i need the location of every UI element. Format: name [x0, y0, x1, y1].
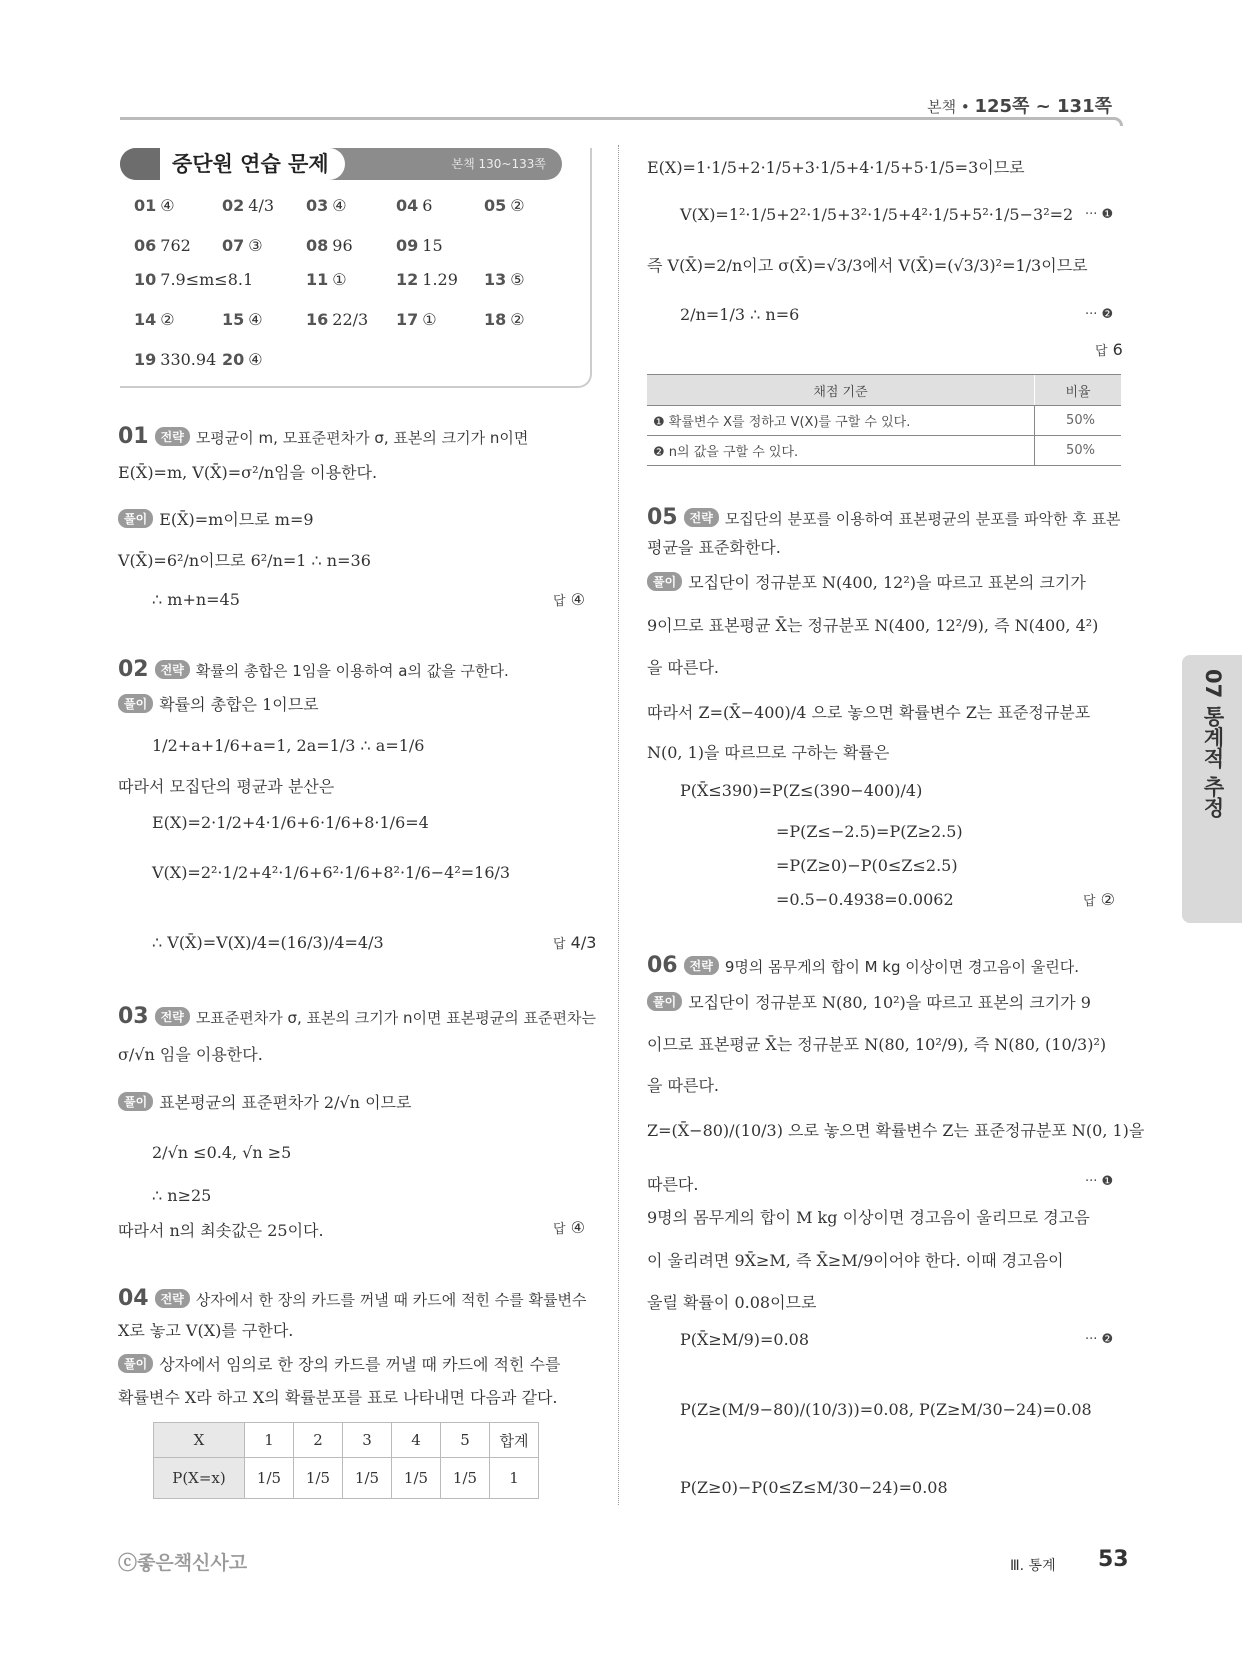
- answer-number: 07: [222, 236, 245, 255]
- answer-item: [306, 236, 353, 255]
- answer-value: ②: [510, 310, 525, 329]
- problem-03-line-1: 풀이 표본평균의 표준편차가 2/√n 이므로: [118, 1090, 411, 1113]
- answer-item: [134, 196, 175, 215]
- answer-item: [222, 310, 263, 329]
- problem-03-line-3: ∴ n≥25: [152, 1186, 212, 1205]
- page-number: 53: [1098, 1547, 1129, 1572]
- answer-number: 05: [484, 196, 507, 215]
- problem-03-strategy: 03 전략 모표준편차가 σ, 표본의 크기가 n이면 표본평균의 표준편차는: [118, 1004, 596, 1029]
- section-title-bar: [120, 148, 562, 180]
- answer-item: [134, 236, 191, 255]
- answer-number: 19: [134, 350, 157, 369]
- table-cell: X: [154, 1423, 245, 1458]
- answer-number: 13: [484, 270, 507, 289]
- problem-06-line-7: 이 울리려면 9X̄≥M, 즉 X̄≥M/9이어야 한다. 이때 경고음이: [647, 1251, 1064, 1270]
- problem-01-answer: 답 ④: [553, 590, 585, 609]
- criteria-cell: ❶ 확률변수 X를 정하고 V(X)를 구할 수 있다.: [647, 406, 1035, 436]
- answer-value: 22/3: [332, 310, 369, 329]
- table-cell: 1: [490, 1458, 539, 1499]
- step-mark-1: ··· ❶: [1085, 207, 1114, 222]
- table-row: [647, 406, 1121, 436]
- answer-value: ②: [510, 196, 525, 215]
- answer-number: 04: [396, 196, 419, 215]
- answer-number: 02: [222, 196, 245, 215]
- answer-value: 762: [160, 236, 191, 255]
- table-cell: 1/5: [294, 1458, 343, 1499]
- answer-item: [134, 350, 216, 369]
- answer-value: 1.29: [422, 270, 458, 289]
- problem-06-line-4: Z=(X̄−80)/(10/3) 으로 놓으면 확률변수 Z는 표준정규분포 N(0, 1)을: [647, 1121, 1145, 1140]
- answer-value: 330.94: [160, 350, 217, 369]
- problem-02-line-1: 풀이 확률의 총합은 1이므로: [118, 692, 319, 715]
- problem-01-line-3: ∴ m+n=45: [152, 590, 240, 609]
- problem-06-line-6: 9명의 몸무게의 합이 M kg 이상이면 경고음이 울리므로 경고음: [647, 1208, 1090, 1227]
- problem-05-line-2: 9이므로 표본평균 X̄는 정규분포 N(400, 12²/9), 즉 N(400, 4²): [647, 616, 1099, 635]
- table-row: [154, 1458, 539, 1499]
- answer-item: [222, 196, 274, 215]
- problem-05-line-7: =P(Z≤−2.5)=P(Z≥2.5): [776, 822, 963, 841]
- answer-value: ④: [332, 196, 347, 215]
- problem-05-strategy: 05 전략 모집단의 분포를 이용하여 표본평균의 분포를 파악한 후 표본: [647, 505, 1121, 530]
- problem-06-line-11: P(Z≥0)−P(0≤Z≤M/30−24)=0.08: [680, 1478, 948, 1497]
- problem-01-line-1: 풀이 E(X̄)=m이므로 m=9: [118, 507, 314, 530]
- criteria-header: 채점 기준: [647, 375, 1035, 406]
- problem-06-line-8: 울릴 확률이 0.08이므로: [647, 1293, 817, 1312]
- table-cell: P(X=x): [154, 1458, 245, 1499]
- column-divider: [618, 145, 619, 1505]
- problem-06-line-1: 풀이 모집단이 정규분포 N(80, 10²)을 따르고 표본의 크기가 9: [647, 990, 1091, 1013]
- table-cell: 5: [441, 1423, 490, 1458]
- answer-number: 01: [134, 196, 157, 215]
- table-cell: 1/5: [392, 1458, 441, 1499]
- problem-04-right-line-2: V(X)=1²·1/5+2²·1/5+3²·1/5+4²·1/5+5²·1/5−3²=2: [680, 205, 1074, 224]
- problem-02-line-3: 따라서 모집단의 평균과 분산은: [118, 777, 335, 796]
- problem-05-line-5: N(0, 1)을 따르므로 구하는 확률은: [647, 743, 890, 762]
- answer-number: 11: [306, 270, 329, 289]
- grading-criteria-table: [647, 374, 1121, 466]
- answer-value: 7.9≤m≤8.1: [160, 270, 254, 289]
- problem-03-line-4: 따라서 n의 최솟값은 25이다.: [118, 1221, 324, 1240]
- problem-04-strategy-2: X로 놓고 V(X)를 구한다.: [118, 1321, 294, 1340]
- problem-03-strategy-2: σ/√n 임을 이용한다.: [118, 1045, 263, 1064]
- answer-value: 96: [332, 236, 353, 255]
- answer-number: 16: [306, 310, 329, 329]
- problem-06-line-9: P(X̄≥M/9)=0.08: [680, 1330, 810, 1349]
- answer-number: 09: [396, 236, 419, 255]
- problem-04-line-2: 확률변수 X라 하고 X의 확률분포를 표로 나타내면 다음과 같다.: [118, 1388, 558, 1407]
- ratio-header: 비율: [1035, 375, 1122, 406]
- probability-distribution-table: [153, 1422, 539, 1499]
- answer-item: [396, 310, 437, 329]
- problem-04-answer: 답 6: [1095, 340, 1123, 359]
- answer-number: 20: [222, 350, 245, 369]
- answer-number: 06: [134, 236, 157, 255]
- table-header-row: [154, 1423, 539, 1458]
- problem-01-strategy: 01 전략 모평균이 m, 모표준편차가 σ, 표본의 크기가 n이면: [118, 424, 529, 449]
- table-cell: 1/5: [245, 1458, 294, 1499]
- answer-item: [484, 196, 525, 215]
- table-row: [647, 436, 1121, 466]
- problem-04-line-1: 풀이 상자에서 임의로 한 장의 카드를 꺼낼 때 카드에 적힌 수를: [118, 1352, 560, 1375]
- problem-05-line-9: =0.5−0.4938=0.0062: [776, 890, 954, 909]
- problem-05-strategy-2: 평균을 표준화한다.: [647, 538, 781, 557]
- answer-number: 15: [222, 310, 245, 329]
- answer-value: 4/3: [248, 196, 275, 215]
- step-mark-1: ··· ❶: [1085, 1174, 1114, 1189]
- answer-item: [396, 196, 432, 215]
- answer-value: ①: [422, 310, 437, 329]
- problem-04-right-line-4: 2/n=1/3 ∴ n=6: [680, 305, 800, 324]
- answer-item: [306, 196, 347, 215]
- problem-04-right-line-3: 즉 V(X̄)=2/n이고 σ(X̄)=√3/3에서 V(X̄)=(√3/3)²=1/3이므로: [647, 256, 1088, 275]
- table-cell: 합계: [490, 1423, 539, 1458]
- footer-section: Ⅲ. 통계: [1010, 1558, 1056, 1574]
- table-cell: 1: [245, 1423, 294, 1458]
- problem-03-line-2: 2/√n ≤0.4, √n ≥5: [152, 1143, 292, 1162]
- answer-number: 14: [134, 310, 157, 329]
- ratio-cell: 50%: [1035, 406, 1122, 436]
- problem-05-line-3: 을 따른다.: [647, 658, 719, 677]
- answer-item: [396, 236, 443, 255]
- answer-item: [134, 310, 175, 329]
- problem-06-line-2: 이므로 표본평균 X̄는 정규분포 N(80, 10²/9), 즉 N(80, (10/3)²): [647, 1035, 1107, 1054]
- problem-05-line-1: 풀이 모집단이 정규분포 N(400, 12²)을 따르고 표본의 크기가: [647, 570, 1086, 593]
- answer-item: [484, 310, 525, 329]
- problem-05-line-8: =P(Z≥0)−P(0≤Z≤2.5): [776, 856, 958, 875]
- answer-item: [134, 270, 253, 289]
- step-mark-2: ··· ❷: [1085, 307, 1114, 322]
- problem-02-answer: 답 4/3: [553, 933, 597, 952]
- problem-03-answer: 답 ④: [553, 1218, 585, 1237]
- problem-04-strategy: 04 전략 상자에서 한 장의 카드를 꺼낼 때 카드에 적힌 수를 확률변수: [118, 1286, 587, 1311]
- table-cell: 1/5: [343, 1458, 392, 1499]
- answer-icon: 답: [1083, 894, 1096, 909]
- problem-04-right-line-1: E(X)=1·1/5+2·1/5+3·1/5+4·1/5+5·1/5=3이므로: [647, 158, 1025, 177]
- answer-value: ⑤: [510, 270, 525, 289]
- problem-02-line-2: 1/2+a+1/6+a=1, 2a=1/3 ∴ a=1/6: [152, 736, 425, 755]
- answer-value: ③: [248, 236, 263, 255]
- header-rule: [120, 117, 1123, 126]
- answer-item: [306, 270, 347, 289]
- answer-number: 10: [134, 270, 157, 289]
- section-page-ref: 본책 130~133쪽: [451, 157, 546, 171]
- answer-icon: 답: [553, 594, 566, 609]
- criteria-cell: ❷ n의 값을 구할 수 있다.: [647, 436, 1035, 466]
- answer-item: [306, 310, 368, 329]
- problem-02-line-5: V(X)=2²·1/2+4²·1/6+6²·1/6+8²·1/6−4²=16/3: [152, 863, 511, 882]
- problem-02-line-4: E(X)=2·1/2+4·1/6+6·1/6+8·1/6=4: [152, 813, 429, 832]
- problem-01-strategy-2: E(X̄)=m, V(X̄)=σ²/n임을 이용한다.: [118, 463, 378, 482]
- answer-value: ④: [248, 310, 263, 329]
- answer-number: 03: [306, 196, 329, 215]
- answer-value: 15: [422, 236, 443, 255]
- chapter-side-tab[interactable]: 07 통계적 추정: [1182, 655, 1242, 923]
- table-cell: 4: [392, 1423, 441, 1458]
- answer-icon: 답: [553, 1222, 566, 1237]
- step-mark-2: ··· ❷: [1085, 1332, 1114, 1347]
- answer-value: 6: [422, 196, 433, 215]
- answer-item: [396, 270, 458, 289]
- problem-06-line-3: 을 따른다.: [647, 1076, 719, 1095]
- problem-05-answer: 답 ②: [1083, 890, 1115, 909]
- problem-02-line-6: ∴ V(X̄)=V(X)/4=(16/3)/4=4/3: [152, 933, 384, 952]
- answer-value: ④: [160, 196, 175, 215]
- problem-05-line-4: 따라서 Z=(X̄−400)/4 으로 놓으면 확률변수 Z는 표준정규분포: [647, 703, 1091, 722]
- answer-number: 08: [306, 236, 329, 255]
- answer-value: ①: [332, 270, 347, 289]
- table-cell: 2: [294, 1423, 343, 1458]
- answer-item: [484, 270, 525, 289]
- problem-06-strategy: 06 전략 9명의 몸무게의 합이 M kg 이상이면 경고음이 울린다.: [647, 953, 1079, 978]
- problem-05-line-6: P(X̄≤390)=P(Z≤(390−400)/4): [680, 781, 923, 800]
- answer-icon: 답: [1095, 344, 1108, 359]
- section-title: 중단원 연습 문제: [160, 148, 345, 180]
- table-cell: 1/5: [441, 1458, 490, 1499]
- table-header-row: [647, 375, 1121, 406]
- answer-item: [222, 236, 263, 255]
- ratio-cell: 50%: [1035, 436, 1122, 466]
- answer-icon: 답: [553, 937, 566, 952]
- publisher-logo: ⓒ좋은책신사고: [118, 1552, 248, 1574]
- problem-01-line-2: V(X̄)=6²/n이므로 6²/n=1 ∴ n=36: [118, 551, 371, 570]
- answer-number: 18: [484, 310, 507, 329]
- table-cell: 3: [343, 1423, 392, 1458]
- answer-number: 12: [396, 270, 419, 289]
- page-range-reference: 본책 • 125쪽 ~ 131쪽: [927, 96, 1112, 117]
- problem-02-strategy: 02 전략 확률의 총합은 1임을 이용하여 a의 값을 구한다.: [118, 657, 509, 682]
- problem-06-line-5: 따른다.: [647, 1175, 699, 1194]
- answer-value: ④: [248, 350, 263, 369]
- answer-number: 17: [396, 310, 419, 329]
- answer-value: ②: [160, 310, 175, 329]
- problem-06-line-10: P(Z≥(M/9−80)/(10/3))=0.08, P(Z≥M/30−24)=0.08: [680, 1400, 1092, 1419]
- answer-item: [222, 350, 263, 369]
